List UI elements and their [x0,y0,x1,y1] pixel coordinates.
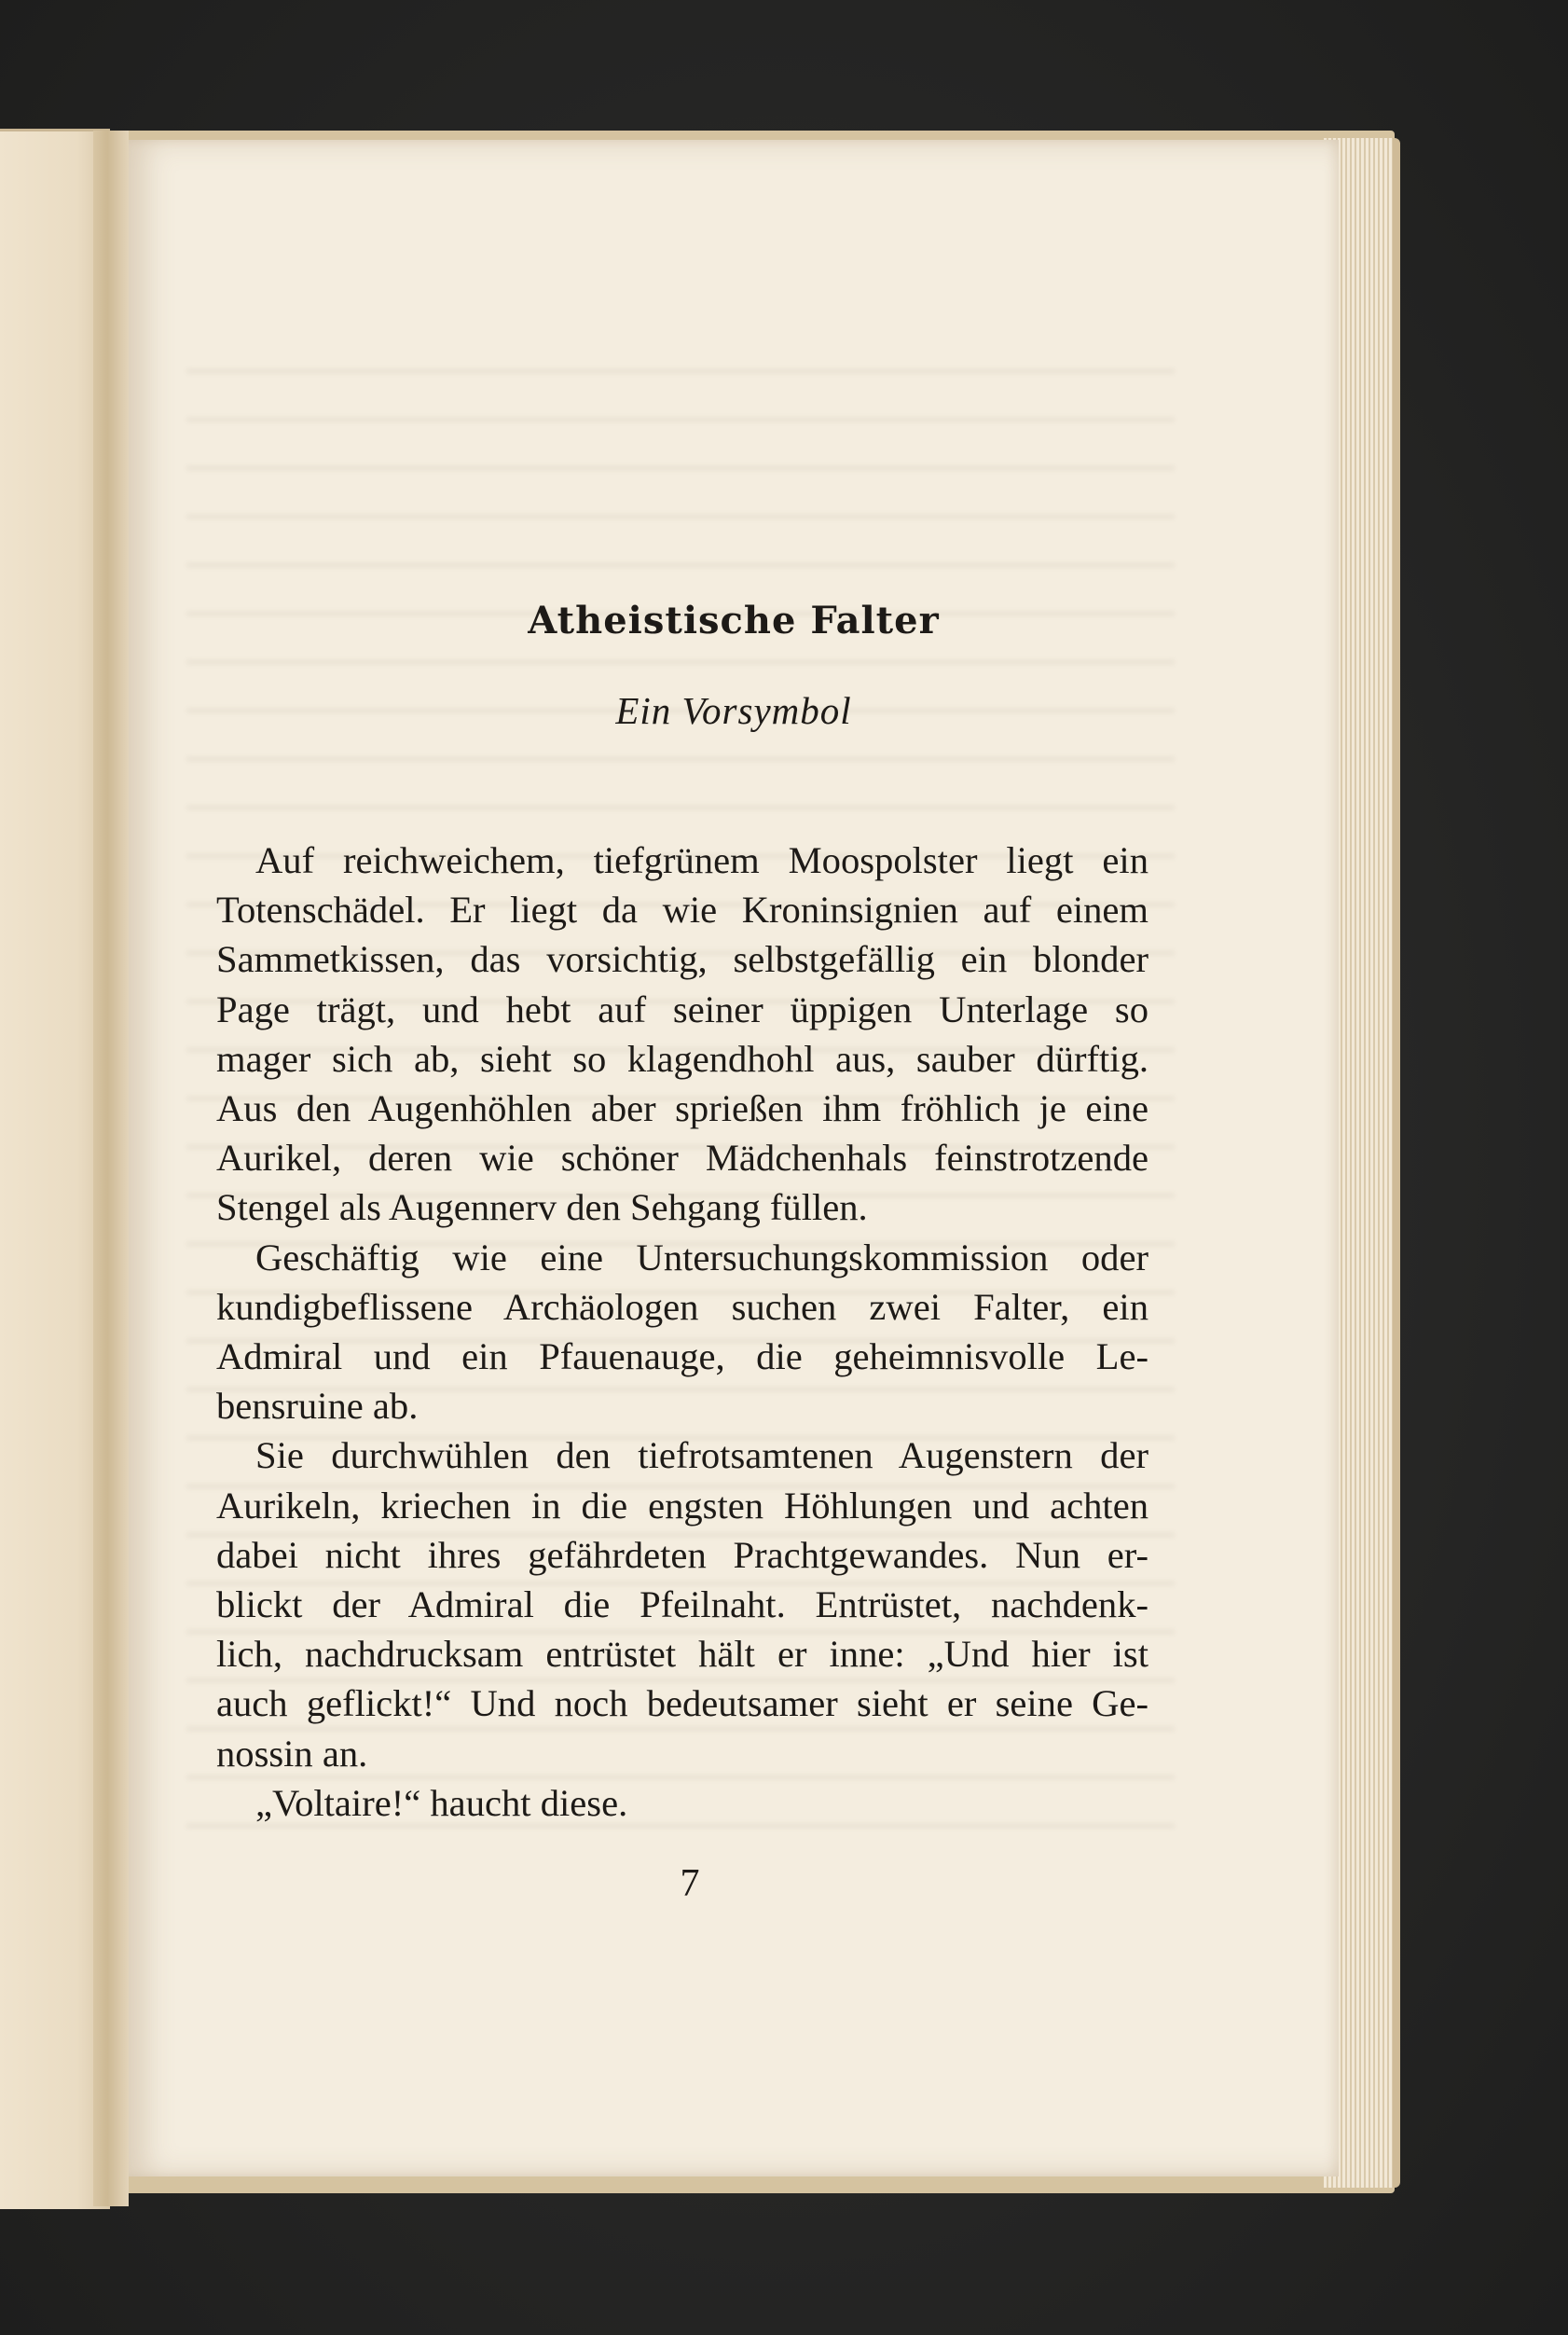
text-line: Aurikel, deren wie schöner Mädchenhals feinstrotzende [216,1137,1148,1180]
text-line: Totenschädel. Er liegt da wie Kroninsignien auf einem [216,889,1148,932]
text-line: Admiral und ein Pfauenauge, die geheimnisvolle Le- [216,1335,1148,1378]
text-line: „Voltaire!“ haucht diese. [255,1781,628,1824]
body-text [216,836,1148,1828]
text-line: auch geflickt!“ Und noch bedeutsamer sieht er seine Ge- [216,1682,1148,1725]
text-line: Stengel als Augennerv den Sehgang füllen. [216,1186,868,1229]
book-gutter [93,131,129,2206]
text-line: bensruine ab. [216,1385,419,1428]
text-line: mager sich ab, sieht so klagendhohl aus, sauber dürftig. [216,1037,1148,1080]
chapter-title: Atheistische Falter [528,599,940,642]
text-line: Aurikeln, kriechen in die engsten Höhlungen und achten [216,1484,1148,1527]
text-line: Auf reichweichem, tiefgrünem Moospolster liegt ein [255,839,1148,881]
text-line: Aus den Augenhöhlen aber sprießen ihm fröhlich je eine [216,1087,1148,1130]
text-line: blickt der Admiral die Pfeilnaht. Entrüstet, nachdenk- [216,1583,1148,1626]
text-line: kundigbeflissene Archäologen suchen zwei Falter, ein [216,1285,1148,1328]
text-line: Page trägt, und hebt auf seiner üppigen Unterlage so [216,988,1148,1030]
text-line: Sie durchwühlen den tiefrotsamtenen Augenstern der [255,1434,1148,1477]
text-line: lich, nachdrucksam entrüstet hält er inne: „Und hier ist [216,1633,1148,1676]
chapter-subtitle: Ein Vorsymbol [615,689,852,732]
text-line: dabei nicht ihres gefährdeten Prachtgewandes. Nun er- [216,1533,1148,1576]
page-number: 7 [680,1862,700,1905]
text-line: Sammetkissen, das vorsichtig, selbstgefällig ein blonder [216,938,1148,981]
text-line: Geschäftig wie eine Untersuchungskommission oder [255,1236,1148,1278]
text-line: nossin an. [216,1732,368,1775]
